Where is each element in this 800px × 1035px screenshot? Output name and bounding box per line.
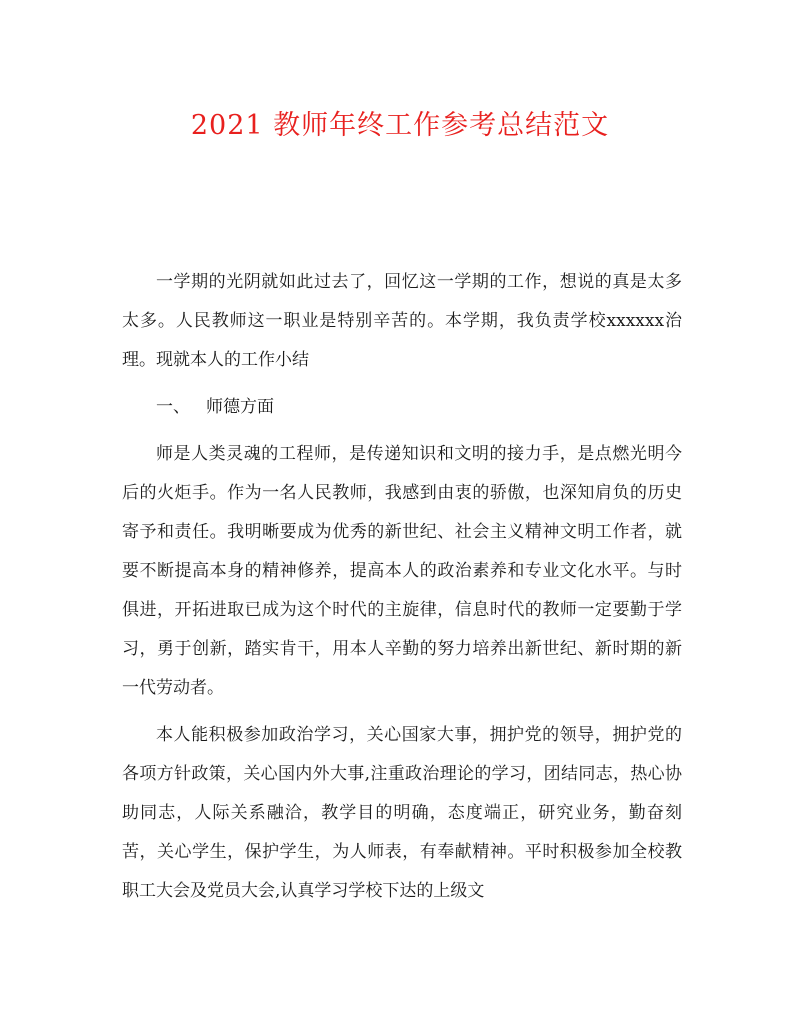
paragraph-politics: 本人能积极参加政治学习，关心国家大事，拥护党的领导，拥护党的各项方针政策，关心国内外大事,注重政治理论的学习，团结同志，热心协助同志，人际关系融洽，教学目的明确，态度端正，研究业务，勤奋刻苦，关心学生，保护学生，为人师表，有奉献精神。平时积极参加全校教职工大会及党员大会,认真学习学校下达的上级文 (122, 725, 682, 901)
paragraph-intro: 一学期的光阴就如此过去了，回忆这一学期的工作，想说的真是太多太多。人民教师这一职业是特别辛苦的。本学期，我负责学校xxxxxx治理。现就本人的工作小结 (122, 272, 682, 370)
document-body (122, 263, 682, 919)
paragraph-ethics: 师是人类灵魂的工程师，是传递知识和文明的接力手，是点燃光明今后的火炬手。作为一名人民教师，我感到由衷的骄傲，也深知肩负的历史寄予和责任。我明晰要成为优秀的新世纪、社会主义精神文明工作者，就要不断提高本身的精神修养，提高本人的政治素养和专业文化水平。与时俱进，开拓进取已成为这个时代的主旋律，信息时代的教师一定要勤于学习，勇于创新，踏实肯干，用本人辛勤的努力培养出新世纪、新时期的新一代劳动者。 (122, 444, 682, 698)
section-heading (122, 388, 682, 427)
section-heading-number: 一、 (156, 397, 190, 417)
document-title: 2021 教师年终工作参考总结范文 (190, 110, 610, 141)
section-heading-text: 师德方面 (206, 397, 274, 417)
